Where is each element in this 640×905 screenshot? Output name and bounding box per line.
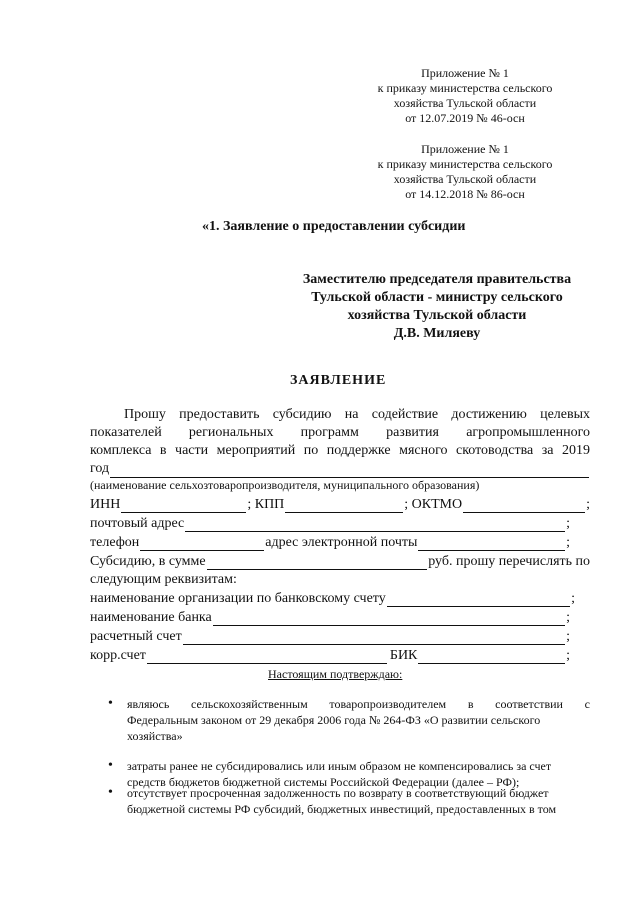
bullet-2-line-1: затраты ранее не субсидировались или иным образом не компенсировались за счет <box>127 759 552 773</box>
oktmo-label: ; ОКТМО <box>404 497 463 512</box>
addressee-line-1: Заместителю председателя правительства <box>302 272 572 287</box>
bank-row <box>90 608 570 626</box>
ids-end-semicolon: ; <box>586 497 590 512</box>
postal-address-field[interactable] <box>185 518 565 532</box>
appendix-block-2 <box>355 142 575 202</box>
addressee-block <box>277 271 597 343</box>
account-label: расчетный счет <box>90 629 182 644</box>
bik-label: БИК <box>389 648 418 663</box>
appendix-1-line-2: к приказу министерства сельского <box>377 81 553 95</box>
request-line-4: год <box>90 461 110 476</box>
appendix-2-line-1: Приложение № 1 <box>421 142 509 156</box>
addressee-line-4: Д.В. Миляеву <box>393 326 481 341</box>
document-title: ЗАЯВЛЕНИЕ <box>290 373 387 388</box>
bullet-2-line-2: средств бюджетов бюджетной системы Российской Федерации (далее – РФ); <box>127 775 520 789</box>
account-row <box>90 627 570 645</box>
org-end-semicolon: ; <box>571 591 575 606</box>
phone-label: телефон <box>90 535 140 550</box>
kpp-field[interactable] <box>285 499 403 513</box>
amount-field[interactable] <box>207 556 428 570</box>
appendix-1-line-1: Приложение № 1 <box>421 66 509 80</box>
amount-label: Субсидию, в сумме <box>90 554 206 569</box>
bullet-icon: • <box>108 696 113 711</box>
amount-suffix: руб. прошу перечислять по <box>428 554 590 569</box>
org-field[interactable] <box>387 593 570 607</box>
bullet-icon: • <box>108 758 113 773</box>
corr-account-field[interactable] <box>147 650 387 664</box>
org-row <box>90 589 575 607</box>
contact-row <box>90 533 570 551</box>
bullet-icon: • <box>108 785 113 800</box>
postal-row <box>90 514 570 532</box>
bullet-1-line-3: хозяйства» <box>127 729 183 743</box>
account-end-semicolon: ; <box>566 629 570 644</box>
appendix-2-line-4: от 14.12.2018 № 86-осн <box>405 187 525 201</box>
applicant-name-field[interactable] <box>110 464 589 478</box>
request-line-3: комплекса в части мероприятий по поддержке мясного скотоводства за 2019 <box>90 443 590 458</box>
account-field[interactable] <box>183 631 565 645</box>
amount-row <box>90 552 590 570</box>
addressee-line-2: Тульской области - министру сельского <box>311 290 563 305</box>
bullet-item-1 <box>108 696 590 744</box>
bullet-3-line-2: бюджетной системы РФ субсидий, бюджетных инвестиций, предоставленных в том <box>127 802 557 816</box>
name-row <box>90 460 590 478</box>
requisites-label: следующим реквизитам: <box>90 572 237 587</box>
bullet-1-line-1: являюсь сельскохозяйственным товаропроизводителем в соответствии с <box>127 697 590 711</box>
phone-field[interactable] <box>140 537 264 551</box>
section-heading: «1. Заявление о предоставлении субсидии <box>202 219 466 234</box>
appendix-2-line-3: хозяйства Тульской области <box>393 172 537 186</box>
postal-label: почтовый адрес <box>90 516 185 531</box>
bank-end-semicolon: ; <box>566 610 570 625</box>
contact-end-semicolon: ; <box>566 535 570 550</box>
postal-end-semicolon: ; <box>566 516 570 531</box>
bullet-3-line-1: отсутствует просроченная задолженность по возврату в соответствующий бюджет <box>127 786 549 800</box>
appendix-1-line-3: хозяйства Тульской области <box>393 96 537 110</box>
confirm-heading: Настоящим подтверждаю: <box>268 667 403 681</box>
oktmo-field[interactable] <box>463 499 585 513</box>
bullet-1-line-2: Федеральным законом от 29 декабря 2006 года № 264-ФЗ «О развитии сельского <box>127 713 541 727</box>
corr-label: корр.счет <box>90 648 146 663</box>
kpp-label: ; КПП <box>247 497 285 512</box>
corr-row <box>90 646 570 664</box>
request-line-2: показателей региональных программ развития агропромышленного <box>90 425 590 440</box>
name-caption: (наименование сельхозтоваропроизводителя, муниципального образования) <box>90 478 480 492</box>
request-line-1: Прошу предоставить субсидию на содействие достижению целевых <box>124 407 590 422</box>
ids-row <box>90 495 590 513</box>
appendix-1-line-4: от 12.07.2019 № 46-осн <box>405 111 525 125</box>
inn-field[interactable] <box>121 499 246 513</box>
email-field[interactable] <box>418 537 565 551</box>
bullet-item-3 <box>108 785 590 817</box>
bank-field[interactable] <box>213 612 565 626</box>
bik-field[interactable] <box>418 650 565 664</box>
corr-end-semicolon: ; <box>566 648 570 663</box>
inn-label: ИНН <box>90 497 121 512</box>
email-label: адрес электронной почты <box>265 535 418 550</box>
addressee-line-3: хозяйства Тульской области <box>347 308 527 323</box>
appendix-2-line-2: к приказу министерства сельского <box>377 157 553 171</box>
request-paragraph <box>90 406 590 478</box>
appendix-block-1 <box>355 66 575 126</box>
org-label: наименование организации по банковскому счету <box>90 591 386 606</box>
bank-label: наименование банка <box>90 610 212 625</box>
